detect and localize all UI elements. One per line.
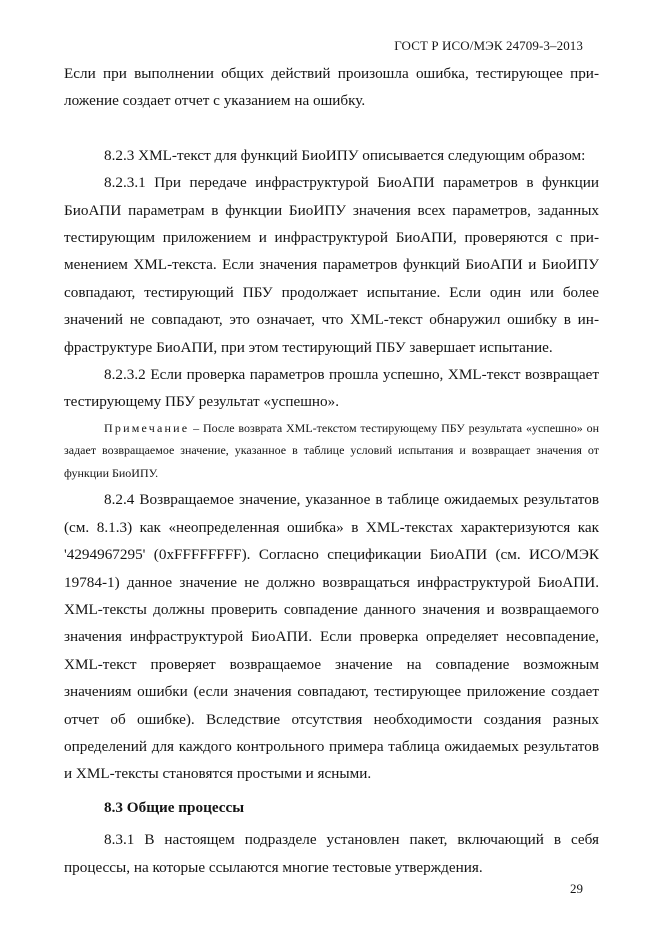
note-label: Примечание <box>104 420 190 435</box>
paragraph-8-2-4: 8.2.4 Возвращаемое значение, указанное в таблице ожидаемых результатов (см. 8.1.3) как «неопределенная ошибка» в XML-текстах характеризуются как '4294967295' (0xFFFFFFFF). Согласно спецификации БиоАПИ (см. ИСО/МЭК 19784-1) данное значение не должно возвращаться инфраструктурой БиоАПИ. XML-тексты должны проверить совпадение данного значения и возвращаемого значения инфраструктурой БиоАПИ. Если проверка определяет несовпадение, XML-текст проверяет возвращаемое значение на совпадение возможным значениям ошибки (если значения совпадают, тестирующее приложение создает отчет об ошибке). Вследствие отсутствия необходимости создания разных определений для каждого контрольного примера таблица ожидаемых результатов и XML-тексты становятся простыми и ясными. <box>64 491 599 783</box>
page-number: 29 <box>570 881 583 896</box>
note-text: – После возврата XML-текстом тестирующему ПБУ результата «успешно» он задает возвращаемое значение, указанное в таблице условий испытания и возвращает значения от функции БиоИПУ. <box>64 420 599 480</box>
section-heading-8-3: 8.3 Общие процессы <box>104 798 245 816</box>
standard-header: ГОСТ Р ИСО/МЭК 24709-3–2013 <box>394 38 583 53</box>
paragraph-8-2-3-2: 8.2.3.2 Если проверка параметров прошла успешно, XML-текст возвращает тестирующему ПБУ результат «успешно». <box>64 366 599 411</box>
document-body <box>64 60 599 881</box>
note-block <box>64 417 599 485</box>
paragraph-8-2-3-1: 8.2.3.1 При передаче инфраструктурой БиоАПИ параметров в функции БиоАПИ параметрам в функции БиоИПУ значения всех параметров, заданных тестирующим приложением и инфраструктурой БиоАПИ, проверяются с применением XML-текста. Если значения параметров функций БиоАПИ и БиоИПУ совпадают, тестирующий ПБУ продолжает испытание. Если один или более значений не совпадают, это означает, что XML-текст обнаружил ошибку в инфраструктуре БиоАПИ, при этом тестирующий ПБУ завершает испытание. <box>64 174 599 356</box>
paragraph-8-2-3: 8.2.3 XML-текст для функций БиоИПУ описывается следующим образом: <box>104 146 586 164</box>
paragraph-error-report: Если при выполнении общих действий произошла ошибка, тестирующее приложение создает отчет с указанием на ошибку. <box>64 65 599 110</box>
paragraph-8-3-1: 8.3.1 В настоящем подразделе установлен пакет, включающий в себя процессы, на которые ссылаются многие тестовые утверждения. <box>64 831 599 876</box>
